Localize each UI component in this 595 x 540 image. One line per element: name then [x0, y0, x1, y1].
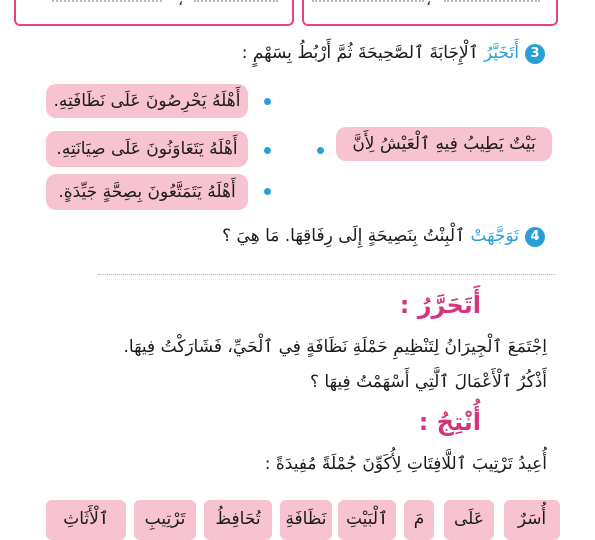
option-card-2[interactable]: أَهْلَهُ يَتَعَاوَنُونَ عَلَى صِيَانَتِهِ. — [46, 131, 248, 167]
word-card[interactable]: عَلَى — [444, 500, 494, 540]
option-card-1[interactable]: أَهْلَهُ يَحْرِصُونَ عَلَى نَظَافَتِهِ. — [46, 84, 248, 118]
composition-line-1: اِجْتَمَعَ ٱلْجِيرَانُ لِتَنْظِيمِ حَمْلَةِ نَظَافَةٍ فِي ٱلْحَيِّ، فَشَارَكْتُ فِيهَا. — [123, 337, 547, 357]
composition-line-2: أَذْكُرُ ٱلْأَعْمَالَ ٱلَّتِي أَسْهَمْتُ فِيهَا ؟ — [309, 372, 547, 392]
exercise4-instruction-text: ٱلْبِنْتُ بِنَصِيحَةٍ إِلَى رِفَاقِهَا. مَا هِيَ ؟ — [222, 226, 471, 246]
option-card-3[interactable]: أَهْلَهُ يَتَمَتَّعُونَ بِصِحَّةٍ جَيِّدَةٍ. — [46, 174, 248, 210]
answer-line-right-a — [312, 0, 424, 2]
stem-card[interactable]: بَيْتٌ يَطِيبُ فِيهِ ٱلْعَيْشُ لِأَنَّ — [336, 127, 552, 161]
bullet — [264, 188, 271, 195]
section-divider — [98, 274, 556, 275]
composition-title: أَتَحَرَّرُ : — [399, 291, 481, 319]
answer-box-left — [14, 0, 294, 26]
answer-line-right-b — [444, 0, 540, 2]
exercise4-instruction — [222, 225, 519, 246]
bullet — [264, 147, 271, 154]
exercise4-verb: تَوَجَّهَتْ — [470, 226, 519, 246]
word-card[interactable]: أُسَرٌ — [504, 500, 560, 540]
word-card[interactable]: نَظَافَةِ — [280, 500, 332, 540]
word-card[interactable]: تُحَافِظُ — [204, 500, 272, 540]
answer-line-left-a — [52, 0, 162, 2]
comma — [426, 0, 431, 9]
exercise-number-badge: 3 — [525, 44, 545, 64]
bullet — [317, 147, 324, 154]
answer-line-left-b — [194, 0, 278, 2]
word-card[interactable]: مَ — [404, 500, 434, 540]
word-card[interactable]: ٱلْأَثَاثِ — [46, 500, 126, 540]
answer-box-right — [302, 0, 558, 26]
exercise3-instruction-text: ٱلْإِجَابَةَ ٱلصَّحِيحَةَ ثُمَّ أَرْبُطُ بِسَهْمٍ : — [241, 43, 485, 63]
word-card[interactable]: تَرْتِيبِ — [134, 500, 196, 540]
word-card[interactable]: ٱلْبَيْتِ — [338, 500, 396, 540]
bullet — [264, 98, 271, 105]
exercise3-instruction — [242, 42, 519, 63]
exercise-number-badge: 4 — [525, 227, 545, 247]
produce-instruction: أُعِيدُ تَرْتِيبَ ٱللَّافِتَاتِ لِأُكَوِّنَ جُمْلَةً مُفِيدَةً : — [264, 454, 547, 474]
produce-title: أُنْتِجُ : — [418, 408, 481, 436]
exercise3-verb: أَتَخَيَّرُ — [484, 43, 519, 63]
comma — [178, 0, 183, 9]
